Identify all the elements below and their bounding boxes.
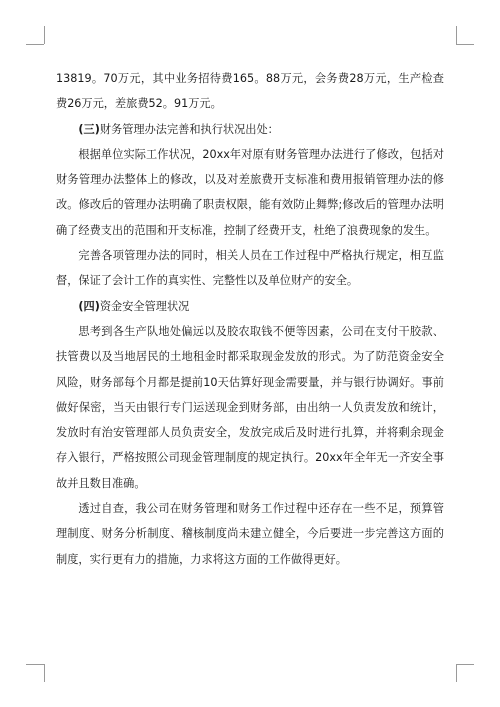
paragraph: 根据单位实际工作状况，20xx年对原有财务管理办法进行了修改，包括对财务管理办法整体上的修改，以及对差旅费开支标准和费用报销管理办法的修改。修改后的管理办法明确了职责权限，能有效防止舞弊;修改后的管理办法明确了经费支出的范围和开支标准，控制了经费开支，杜绝了浪费现象的发生。: [56, 147, 444, 237]
paragraph: 透过自查，我公司在财务管理和财务工作过程中还存在一些不足，预算管理制度、财务分析制度、稽核制度尚未建立健全，今后要进一步完善这方面的制度，实行更有力的措施，力求将这方面的工作做得更好。: [56, 502, 444, 566]
section-number: (四): [78, 299, 100, 313]
crop-mark-top-right: [456, 44, 474, 45]
crop-mark-top-right-v: [456, 26, 457, 44]
crop-mark-bottom-right-v: [456, 664, 457, 682]
paragraph: 完善各项管理办法的同时，相关人员在工作过程中严格执行规定，相互监督，保证了会计工作的真实性、完整性以及单位财产的安全。: [56, 249, 444, 288]
crop-mark-bottom-left: [26, 664, 44, 665]
section-title: 财务管理办法完善和执行状况出处：: [99, 122, 279, 136]
section-heading-4: [56, 294, 444, 319]
crop-mark-top-left-v: [44, 26, 45, 44]
section-title: 资金安全管理状况: [99, 299, 190, 313]
paragraph-continuation: 13819。70万元，其中业务招待费165。88万元，会务费28万元，生产检查费26万元，差旅费52。91万元。: [56, 72, 444, 111]
crop-mark-bottom-right: [456, 664, 474, 665]
section-number: (三): [78, 122, 100, 136]
crop-mark-bottom-left-v: [44, 664, 45, 682]
document-body: [56, 66, 444, 572]
crop-mark-top-left: [26, 44, 44, 45]
paragraph: 思考到各生产队地处偏远以及胶农取钱不便等因素，公司在支付干胶款、扶管费以及当地居民的土地租金时都采取现金发放的形式。为了防范资金安全风险，财务部每个月都是提前10天估算好现金需要量，并与银行协调好。事前做好保密，当天由银行专门运送现金到财务部，由出纳一人负责发放和统计，发放时有治安管理部人员负责安全，发放完成后及时进行扎算，并将剩余现金存入银行，严格按照公司现金管理制度的规定执行。20xx年全年无一齐安全事故并且数目准确。: [56, 324, 444, 490]
section-heading-3: [56, 117, 444, 142]
